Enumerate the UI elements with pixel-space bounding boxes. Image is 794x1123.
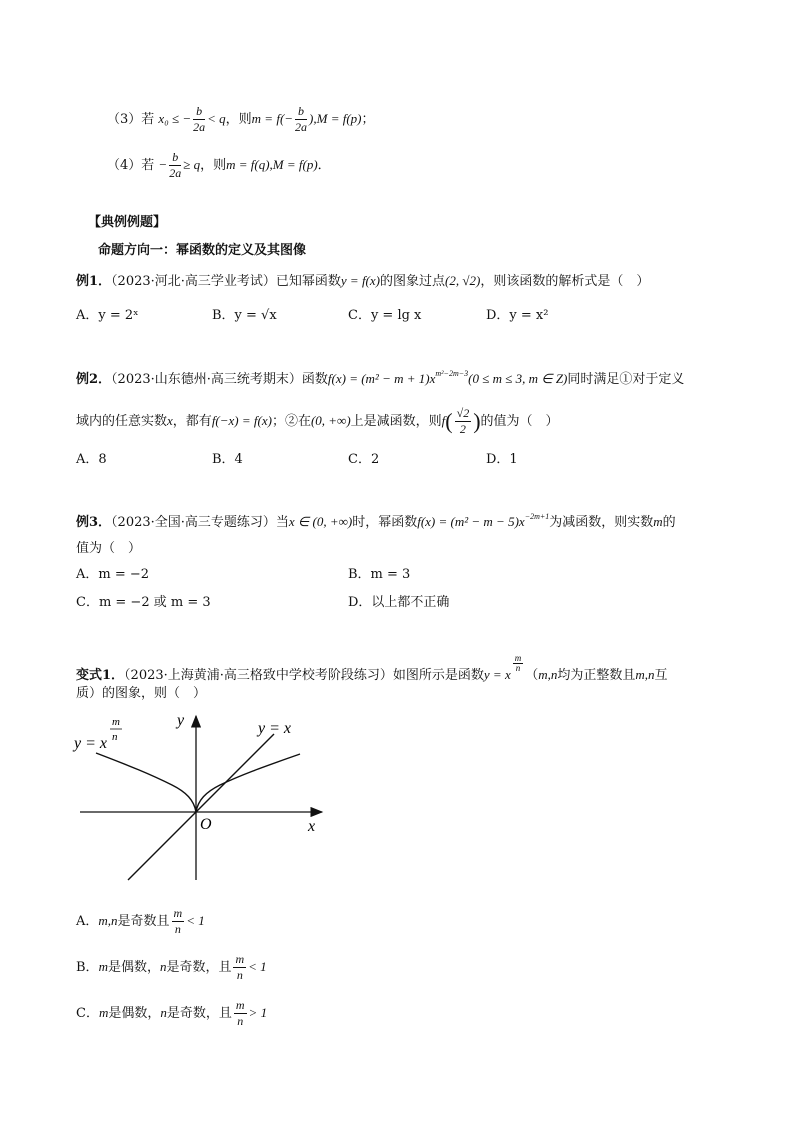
fraction-b-2a: $\frac{b}{2a}$ [169,150,182,180]
curve-label-exp-den: n [112,731,118,743]
example-1-option-b: B．y = √x [212,308,277,323]
variant-1-stem-line-1: 变式1．（2023·上海黄浦·高三格致中学校考阶段练习）如图所示是函数y = x $\frac{m}{n}$ （m,n均为正整数且m,n互 [76,653,668,683]
example-2-option-d: D．1 [486,452,518,467]
function-graph [60,712,340,882]
example-1-option-c: C．y = lg x [348,308,422,323]
fraction-b-2a: $\frac{b}{2a}$ [193,104,206,134]
power-function-curve-left [96,753,196,812]
example-1-stem: 例1．（2023·河北·高三学业考试）已知幂函数y = f(x)的图象过点(2, √2)，则该函数的解析式是（ ） [76,273,650,289]
line-label: y = x [258,720,291,737]
case-3-condition: x₀ ≤ − [158,111,192,126]
example-1-label: 例1． [76,274,112,289]
example-3-label: 例3． [76,515,112,530]
power-function-curve [196,754,300,812]
curve-label-exp-num: m [112,716,120,728]
example-2-option-c: C．2 [348,452,380,467]
variant-1-option-a: A．m,n是奇数且 $\frac{m}{n}$ < 1 [76,906,205,936]
exponent-m-over-n: $\frac{m}{n}$ [514,653,522,673]
fraction-root2-over-2: $\frac{√2}{2}$ [456,406,470,436]
example-2-option-b: B．4 [212,452,243,467]
example-3-option-a: A．m = −2 [76,567,150,582]
case-4-line: （4）若 − $\frac{b}{2a}$ ≥ q，则m = f(q),M = f(p)． [107,150,331,180]
variant-1-stem-line-2: 质）的图象，则（ ） [76,686,207,701]
line-y-equals-x [128,734,274,880]
topic-title: 命题方向一：幂函数的定义及其图像 [98,243,307,258]
y-axis-label: y [177,712,185,729]
variant-1-label: 变式1． [76,668,125,683]
variant-1-option-c: C．m是偶数，n是奇数，且 $\frac{m}{n}$ > 1 [76,998,268,1028]
example-1-option-a: A．y = 2ˣ [76,308,139,323]
example-1-option-d: D．y = x² [486,308,549,323]
origin-label: O [200,816,212,833]
case-3-line: （3）若 x₀ ≤ − $\frac{b}{2a}$ < q，则m = f(− $\frac{b}{2a}$ ),M = f(p)； [107,104,375,134]
curve-label: y = x [74,735,107,752]
fraction-b-2a: $\frac{b}{2a}$ [295,104,308,134]
example-2-label: 例2． [76,372,112,387]
example-2-option-a: A．8 [76,452,107,467]
x-axis-label: x [308,818,316,835]
example-3-option-d: D．以上都不正确 [348,595,450,610]
example-2-stem-line-2: 域内的任意实数x，都有f(−x) = f(x)；②在(0, +∞)上是减函数，则f( $\frac{√2}{2}$ )的值为（ ） [76,406,559,436]
case-3-prefix: （3）若 [107,112,155,127]
example-3-stem-line-2: 值为（ ） [76,541,142,556]
section-title: 【典例例题】 [88,215,167,230]
variant-1-option-b: B．m是偶数，n是奇数，且 $\frac{m}{n}$ < 1 [76,952,267,982]
case-4-prefix: （4）若 [107,158,155,173]
example-3-option-b: B．m = 3 [348,567,411,582]
example-2-stem-line-1: 例2．（2023·山东德州·高三统考期末）函数$f(x) = (m^2 - m + 1)x^{m^2-2m-3}(0 \le m \le 3$, m ∈ Z)同时满足①对于定义 [76,369,685,387]
example-3-option-c: C．m = −2 或 m = 3 [76,595,211,610]
example-3-stem-line-1: 例3．（2023·全国·高三专题练习）当x ∈ (0, +∞)时，幂函数$f(x) = (m^2 - m - 5)x^{-2m+1}$为减函数，则实数m的 [76,512,676,530]
